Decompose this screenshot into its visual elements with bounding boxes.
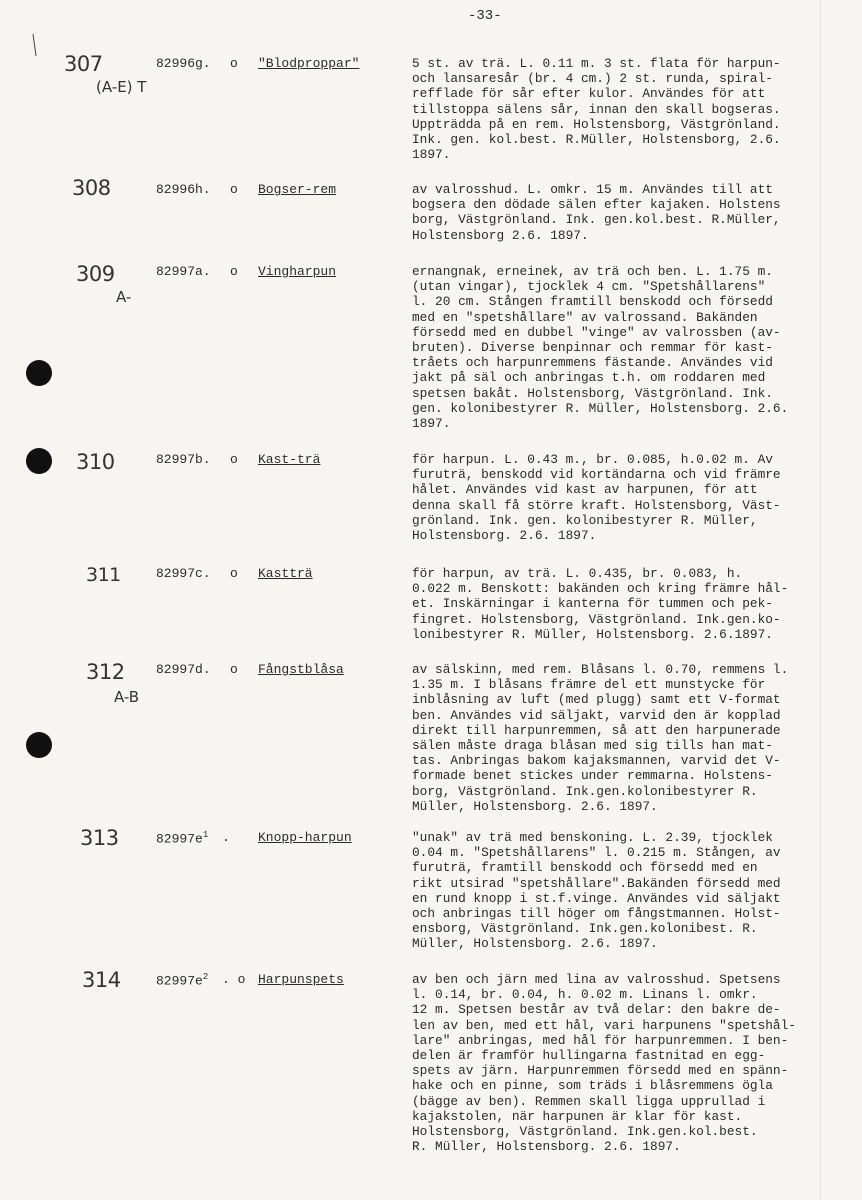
catalog-number: 82997b. — [156, 452, 211, 467]
catalog-number: $82997e^2$ — [156, 972, 209, 989]
object-name: Knopp-harpun — [258, 830, 352, 845]
entry-mark: o — [230, 566, 238, 581]
handwritten-number: 314 — [82, 968, 121, 992]
entry-mark: . o — [222, 972, 246, 987]
object-name: Bogser-rem — [258, 182, 337, 197]
object-description: "unak" av trä med benskoning. L. 2.39, tjocklek 0.04 m. "Spetshållarens" l. 0.215 m. Stången, av furuträ, framtill benskodd och försedd med en rikt utsirad "spetshållare".Bakänden försedd med en rund knopp i st.f.vinge. Användes vid säljakt och anbringas till höger om fångstmannen. Holst- ensborg, Västgrönland. Ink.gen.kolonibest. R. Müller, Holstensborg. 2.6. 1897. — [412, 830, 781, 952]
object-description: av valrosshud. L. omkr. 15 m. Användes till att bogsera den dödade sälen efter kajaken. Holstens borg, Västgrönland. Ink. gen.kol.best. R.Müller, Holstensborg 2.6. 1897. — [412, 182, 781, 243]
object-description: 5 st. av trä. L. 0.11 m. 3 st. flata för harpun- och lansaresår (br. 4 cm.) 2 st. runda, spiral- refflade för sår efter kulor. Användes för att tillstoppa sälens sår, innan den skall bogseras. Uppträdda på en rem. Holstensborg, Västgrönland. Ink. gen. kol.best. R.Müller, Holstensborg, 2.6. 1897. — [412, 56, 781, 163]
margin-pencil-mark — [32, 34, 36, 56]
object-name: Kast-trä — [258, 452, 321, 467]
handwritten-number: 311 — [86, 564, 121, 586]
handwritten-number: 313 — [80, 826, 119, 850]
object-description: ernangnak, erneinek, av trä och ben. L. 1.75 m. (utan vingar), tjocklek 4 cm. "Spetshållarens" l. 20 cm. Stången framtill benskodd och försedd med en "spetshållare" av valrossand. Bakänden försedd med en dubbel "vinge" av valrossben (av- bruten). Diverse benpinnar och remmar för kast- tråets och harpunremmens fästande. Användes vid jakt på säl och anbringas t.h. om roddaren med spetsen bakåt. Holstensborg, Västgrönland. Ink. gen. kolonibestyrer R. Müller, Holstensborg. 2.6. 1897. — [412, 264, 789, 432]
object-name: Vingharpun — [258, 264, 337, 279]
entry-mark: o — [230, 264, 238, 279]
object-name: Fångstblåsa — [258, 662, 344, 677]
punch-hole — [26, 448, 52, 474]
catalog-number: $82997e^1$ — [156, 830, 209, 847]
catalog-number: 82996g. — [156, 56, 211, 71]
punch-hole — [26, 732, 52, 758]
entry-mark: . — [222, 830, 230, 845]
entry-mark: o — [230, 56, 238, 71]
punch-hole — [26, 360, 52, 386]
handwritten-number: 312 — [86, 660, 125, 684]
object-description: för harpun, av trä. L. 0.435, br. 0.083, h. 0.022 m. Benskott: bakänden och kring främre hål- et. Inskärningar i kanterna för tummen och pek- fingret. Holstensborg, Västgrönland. Ink.gen.ko- lonibestyrer R. Müller, Holstensborg. 2.6.1897. — [412, 566, 789, 642]
page-number: -33- — [468, 8, 502, 24]
entry-mark: o — [230, 182, 238, 197]
catalog-number: 82997d. — [156, 662, 211, 677]
handwritten-suffix: A-B — [114, 688, 140, 706]
object-description: av ben och järn med lina av valrosshud. Spetsens l. 0.14, br. 0.04, h. 0.02 m. Linans l. omkr. 12 m. Spetsen består av två delar: den bakre de- len av ben, med ett hål, vari harpunens "spetshål- lare" anbringas, med hål för harpunremmen. I ben- delen är framför hullingarna fastnitad en egg- spets av järn. Harpunremmen försedd med en spänn- hake och en pinne, som träds i blåsremmens ögla (bägge av ben). Remmen skall ligga upprullad i kajakstolen, när harpunen är klar för kast. Holstensborg, Västgrönland. Ink.gen.kol.best. R. Müller, Holstensborg. 2.6. 1897. — [412, 972, 796, 1155]
entry-mark: o — [230, 662, 238, 677]
handwritten-suffix: A- — [116, 288, 132, 306]
catalog-number: 82997c. — [156, 566, 211, 581]
object-description: för harpun. L. 0.43 m., br. 0.085, h.0.02 m. Av furuträ, benskodd vid kortändarna och vid främre hålet. Användes vid kast av harpunen, för att denna skall få större kraft. Holstensborg, Väst- grönland. Ink. gen. kolonibestyrer R. Müller, Holstensborg. 2.6. 1897. — [412, 452, 781, 544]
object-name: Kastträ — [258, 566, 313, 581]
entry-mark: o — [230, 452, 238, 467]
catalog-number: 82996h. — [156, 182, 211, 197]
handwritten-number: 310 — [76, 450, 115, 474]
handwritten-number: 307 — [64, 52, 103, 76]
handwritten-number: 308 — [72, 176, 111, 200]
handwritten-suffix: (A-E) T — [96, 78, 147, 96]
object-name: Harpunspets — [258, 972, 344, 987]
catalog-number: 82997a. — [156, 264, 211, 279]
object-description: av sälskinn, med rem. Blåsans l. 0.70, remmens l. 1.35 m. I blåsans främre del ett munstycke för inblåsning av luft (med plugg) samt ett V-format ben. Användes vid säljakt, varvid den är kopplad direkt till harpunremmen, så att den harpunerade sälen måste draga blåsan med sig tills han mat- tas. Anbringas bakom kajaksmannen, varvid det V- formade benet stickes under remmarna. Holstens- borg, Västgrönland. Ink.gen.kolonibestyrer R. Müller, Holstensborg. 2.6. 1897. — [412, 662, 789, 814]
handwritten-number: 309 — [76, 262, 115, 286]
object-name: "Blodproppar" — [258, 56, 360, 71]
